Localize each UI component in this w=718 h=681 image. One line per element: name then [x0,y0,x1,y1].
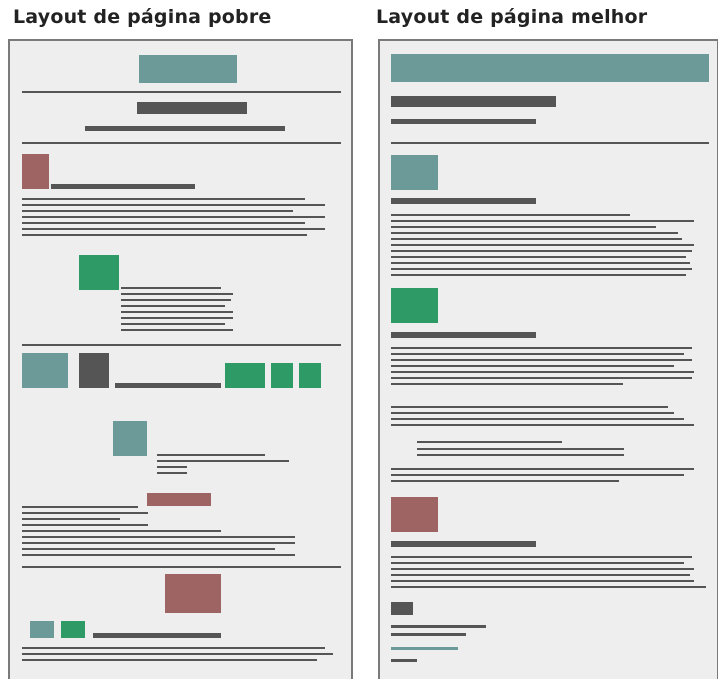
text-paragraph [391,214,694,276]
image-block [391,155,438,190]
text-paragraph [391,406,694,426]
better-layout-title: Layout de página melhor [376,6,648,28]
heading-bar [391,198,536,204]
heading-bar [115,383,221,388]
better-layout-wireframe [380,41,718,681]
image-block [225,363,265,388]
image-block [391,497,438,532]
image-block [22,353,68,388]
image-block [22,154,49,189]
image-block [391,602,413,615]
poor-layout-panel [8,39,353,679]
image-block [79,353,109,388]
header-banner [139,55,237,83]
heading-bar [391,332,536,338]
poor-layout-wireframe [10,41,355,681]
text-paragraph [157,454,289,474]
subheadline-bar [85,126,285,131]
indented-quote [417,441,624,456]
image-block [165,574,221,613]
text-paragraph [121,287,233,331]
image-block [113,421,147,456]
heading-bar [93,633,221,638]
header-banner [391,54,709,82]
image-block [30,621,54,638]
text-paragraph [391,347,694,385]
better-layout-panel [378,39,718,679]
headline-bar [391,96,556,107]
text-paragraph [391,468,694,482]
footer-links [391,625,486,662]
text-paragraph [22,506,295,556]
text-paragraph [22,647,333,661]
subheadline-bar [391,119,536,124]
image-block [299,363,321,388]
image-block [61,621,85,638]
heading-bar [147,493,211,506]
image-block [391,288,438,323]
image-block [79,255,119,290]
headline-bar [137,102,247,114]
image-block [271,363,293,388]
heading-bar [391,541,536,547]
text-paragraph [22,198,325,236]
text-paragraph [391,556,706,588]
heading-bar [51,184,195,189]
poor-layout-title: Layout de página pobre [13,6,272,28]
